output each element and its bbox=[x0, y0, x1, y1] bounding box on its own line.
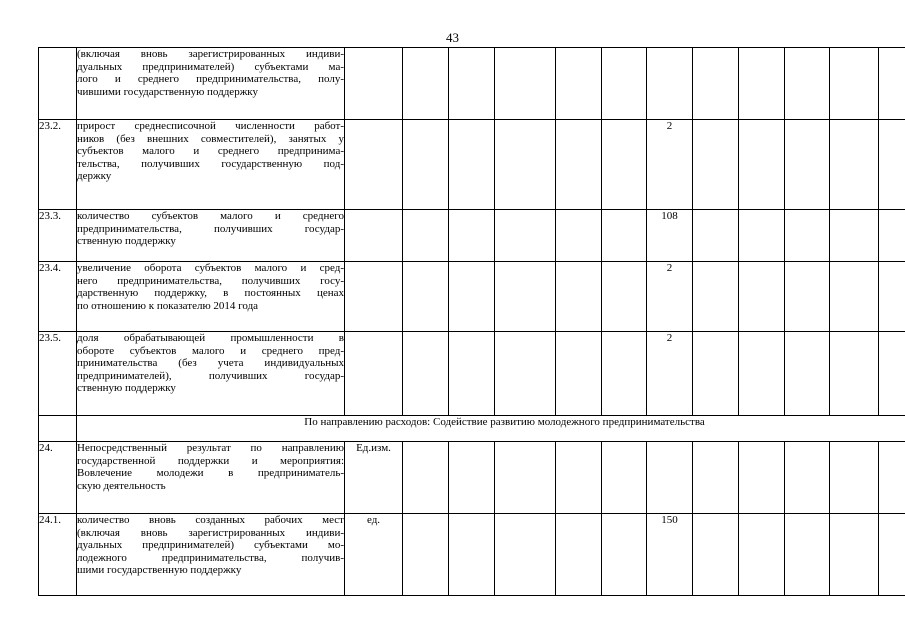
description-line: дарственную поддержку, в постоянных ценах bbox=[77, 287, 344, 300]
empty-cell bbox=[739, 442, 785, 514]
empty-cell bbox=[879, 210, 905, 262]
empty-cell bbox=[879, 442, 905, 514]
empty-cell bbox=[495, 332, 556, 416]
value-cell bbox=[647, 48, 693, 120]
row-number: 23.5. bbox=[39, 332, 77, 416]
description-line: лого и среднего предпринимательства, полу- bbox=[77, 73, 344, 86]
empty-cell bbox=[830, 48, 879, 120]
empty-cell bbox=[403, 262, 449, 332]
row-number: 24. bbox=[39, 442, 77, 514]
empty-cell bbox=[495, 48, 556, 120]
empty-cell bbox=[39, 416, 77, 442]
table-row bbox=[39, 48, 905, 120]
value-cell: 2 bbox=[647, 120, 693, 210]
description-line: предпринимателей), получивших государ- bbox=[77, 369, 344, 382]
empty-cell bbox=[403, 514, 449, 596]
empty-cell bbox=[556, 514, 602, 596]
empty-cell bbox=[602, 514, 647, 596]
empty-cell bbox=[495, 210, 556, 262]
value-cell: 2 bbox=[647, 332, 693, 416]
description-line: обороте субъектов малого и среднего пред- bbox=[77, 344, 344, 357]
indicator-description bbox=[77, 48, 345, 120]
empty-cell bbox=[403, 442, 449, 514]
empty-cell bbox=[403, 48, 449, 120]
unit-cell: ед. bbox=[345, 514, 403, 596]
empty-cell bbox=[879, 514, 905, 596]
table-row bbox=[39, 210, 905, 262]
description-line: прирост среднесписочной численности работ- bbox=[77, 120, 344, 132]
empty-cell bbox=[693, 210, 739, 262]
empty-cell bbox=[739, 210, 785, 262]
indicator-description bbox=[77, 332, 345, 416]
empty-cell bbox=[739, 262, 785, 332]
empty-cell bbox=[879, 120, 905, 210]
description-line: Вовлечение молодежи в предприниматель- bbox=[77, 467, 344, 480]
empty-cell bbox=[785, 48, 830, 120]
value-cell: 150 bbox=[647, 514, 693, 596]
description-line: тельства, получивших государственную под- bbox=[77, 157, 344, 170]
empty-cell bbox=[785, 120, 830, 210]
indicator-description bbox=[77, 120, 345, 210]
row-number: 23.4. bbox=[39, 262, 77, 332]
description-line: по отношению к показателю 2014 года bbox=[77, 299, 259, 312]
unit-cell bbox=[345, 120, 403, 210]
empty-cell bbox=[739, 514, 785, 596]
description-line: лодежного предпринимательства, получив- bbox=[77, 551, 344, 564]
table-row bbox=[39, 514, 905, 596]
table-row bbox=[39, 442, 905, 514]
indicators-table bbox=[38, 47, 905, 596]
empty-cell bbox=[879, 262, 905, 332]
empty-cell bbox=[602, 210, 647, 262]
empty-cell bbox=[693, 442, 739, 514]
empty-cell bbox=[830, 210, 879, 262]
description-line: предпринимательства, получивших государ- bbox=[77, 222, 344, 235]
empty-cell bbox=[556, 442, 602, 514]
description-line: доля обрабатывающей промышленности в bbox=[77, 332, 344, 344]
empty-cell bbox=[449, 332, 495, 416]
description-line: чившими государственную поддержку bbox=[77, 85, 258, 98]
unit-cell: Ед.изм. bbox=[345, 442, 403, 514]
empty-cell bbox=[449, 120, 495, 210]
empty-cell bbox=[556, 48, 602, 120]
description-line: ственную поддержку bbox=[77, 382, 176, 395]
row-number: 24.1. bbox=[39, 514, 77, 596]
section-heading: По направлению расходов: Содействие развитию молодежного предпринимательства bbox=[77, 416, 905, 442]
description-line: увеличение оборота субъектов малого и сред- bbox=[77, 262, 344, 274]
table-row bbox=[39, 332, 905, 416]
description-line: скую деятельность bbox=[77, 479, 166, 492]
empty-cell bbox=[602, 332, 647, 416]
empty-cell bbox=[785, 210, 830, 262]
empty-cell bbox=[830, 332, 879, 416]
value-cell: 2 bbox=[647, 262, 693, 332]
empty-cell bbox=[830, 442, 879, 514]
empty-cell bbox=[449, 210, 495, 262]
empty-cell bbox=[693, 332, 739, 416]
empty-cell bbox=[785, 514, 830, 596]
table-row bbox=[39, 120, 905, 210]
unit-cell bbox=[345, 332, 403, 416]
empty-cell bbox=[693, 48, 739, 120]
description-line: количество субъектов малого и среднего bbox=[77, 210, 344, 222]
description-line: (включая вновь зарегистрированных индиви- bbox=[77, 526, 344, 539]
empty-cell bbox=[556, 262, 602, 332]
empty-cell bbox=[556, 210, 602, 262]
unit-cell bbox=[345, 262, 403, 332]
empty-cell bbox=[449, 48, 495, 120]
page-number: 43 bbox=[446, 30, 459, 45]
empty-cell bbox=[879, 48, 905, 120]
description-line: количество вновь созданных рабочих мест bbox=[77, 514, 344, 526]
empty-cell bbox=[830, 262, 879, 332]
empty-cell bbox=[785, 262, 830, 332]
indicator-description bbox=[77, 514, 345, 596]
row-number bbox=[39, 48, 77, 120]
empty-cell bbox=[693, 514, 739, 596]
description-line: Непосредственный результат по направлению bbox=[77, 442, 344, 454]
description-line: государственной поддержки и мероприятия: bbox=[77, 454, 344, 467]
indicator-description bbox=[77, 442, 345, 514]
empty-cell bbox=[495, 120, 556, 210]
empty-cell bbox=[495, 514, 556, 596]
description-line: ников (без внешних совместителей), занятых у bbox=[77, 132, 344, 145]
empty-cell bbox=[739, 332, 785, 416]
description-line: держку bbox=[77, 170, 112, 183]
empty-cell bbox=[449, 442, 495, 514]
value-cell: 108 bbox=[647, 210, 693, 262]
description-line: шими государственную поддержку bbox=[77, 564, 242, 577]
description-line: него предпринимательства, получивших госу- bbox=[77, 274, 344, 287]
empty-cell bbox=[403, 332, 449, 416]
empty-cell bbox=[403, 210, 449, 262]
empty-cell bbox=[556, 120, 602, 210]
row-number: 23.3. bbox=[39, 210, 77, 262]
empty-cell bbox=[495, 442, 556, 514]
unit-cell bbox=[345, 210, 403, 262]
table-row bbox=[39, 262, 905, 332]
empty-cell bbox=[602, 48, 647, 120]
section-row bbox=[39, 416, 905, 442]
empty-cell bbox=[693, 120, 739, 210]
empty-cell bbox=[785, 442, 830, 514]
empty-cell bbox=[495, 262, 556, 332]
empty-cell bbox=[449, 262, 495, 332]
empty-cell bbox=[830, 514, 879, 596]
description-line: ственную поддержку bbox=[77, 235, 176, 248]
empty-cell bbox=[739, 120, 785, 210]
row-number: 23.2. bbox=[39, 120, 77, 210]
empty-cell bbox=[449, 514, 495, 596]
description-line: дуальных предпринимателей) субъектами ма- bbox=[77, 60, 344, 73]
empty-cell bbox=[403, 120, 449, 210]
empty-cell bbox=[785, 332, 830, 416]
description-line: дуальных предпринимателей) субъектами мо- bbox=[77, 539, 344, 552]
indicator-description bbox=[77, 210, 345, 262]
description-line: (включая вновь зарегистрированных индиви- bbox=[77, 48, 344, 60]
empty-cell bbox=[556, 332, 602, 416]
description-line: принимательства (без учета индивидуальных bbox=[77, 357, 344, 370]
unit-cell bbox=[345, 48, 403, 120]
empty-cell bbox=[602, 120, 647, 210]
value-cell bbox=[647, 442, 693, 514]
empty-cell bbox=[830, 120, 879, 210]
empty-cell bbox=[602, 262, 647, 332]
empty-cell bbox=[693, 262, 739, 332]
empty-cell bbox=[602, 442, 647, 514]
empty-cell bbox=[739, 48, 785, 120]
indicator-description bbox=[77, 262, 345, 332]
empty-cell bbox=[879, 332, 905, 416]
description-line: субъектов малого и среднего предпринима- bbox=[77, 145, 344, 158]
